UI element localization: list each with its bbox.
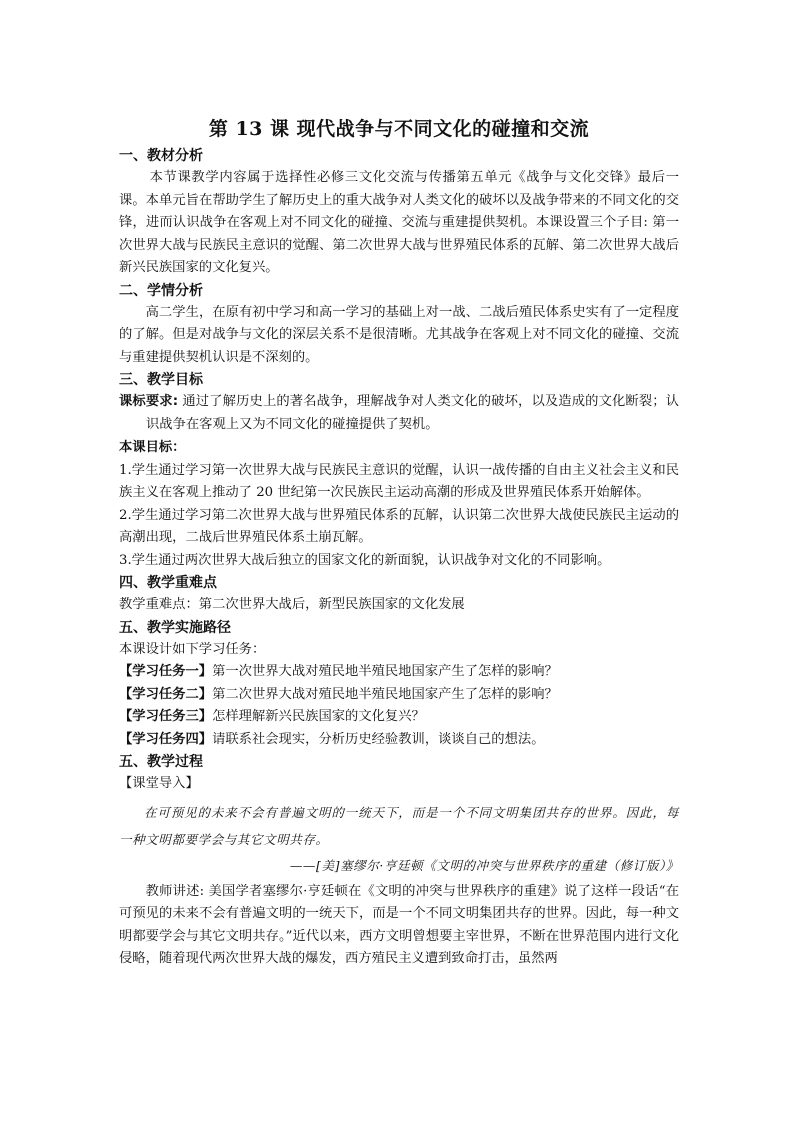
section-heading-textbook-analysis: 一、教材分析 xyxy=(119,148,203,164)
learning-task-text: 请联系社会现实，分析历史经验教训，谈谈自己的想法。 xyxy=(212,731,545,747)
page-title: 第 13 课 现代战争与不同文化的碰撞和交流 xyxy=(208,118,590,140)
learning-task-label: 【学习任务三】 xyxy=(119,709,213,724)
key-points-paragraph: 教学重难点：第二次世界大战后，新型民族国家的文化发展 xyxy=(119,597,465,612)
section-heading-student-analysis: 二、学情分析 xyxy=(119,282,203,299)
section-heading-teaching-goals: 三、教学目标 xyxy=(119,372,203,388)
document-body xyxy=(119,114,679,971)
curriculum-requirement-label: 课标要求: xyxy=(119,394,179,409)
learning-task-text: 怎样理解新兴民族国家的文化复兴？ xyxy=(212,709,425,724)
section-heading-key-points: 四、教学重难点 xyxy=(119,575,217,591)
teacher-narration-paragraph: 教师讲述: 美国学者塞缪尔·亨廷顿在《文明的冲突与世界秩序的重建》说了这样一段话“在可预见的未来不会有普遍文明的一统天下，而是一个不同文明集团共存的世界。因此，每一种文明都要学会与其它文明共存。”近代以来，西方文明曾想要主宰世界，不断在世界范围内进行文化侵略，随着现代两次世界大战的爆发，西方殖民主义遭到致命打击，虽然两 xyxy=(119,883,679,966)
implementation-intro: 本课设计如下学习任务： xyxy=(119,641,266,657)
lesson-goal-item: 1.学生通过学习第一次世界大战与民族民主意识的觉醒，认识一战传播的自由主义社会主义和民族主义在客观上推动了 20 世纪第一次民族民主运动高潮的形成及世界殖民体系开始解体。 xyxy=(119,462,679,500)
class-intro-label: 【课堂导入】 xyxy=(119,776,199,791)
learning-task-text: 第二次世界大战对殖民地半殖民地国家产生了怎样的影响？ xyxy=(212,686,558,702)
learning-task-item xyxy=(119,729,679,752)
lesson-goals-label: 本课目标： xyxy=(119,440,186,455)
curriculum-requirement xyxy=(119,391,679,436)
learning-task-item xyxy=(119,706,679,729)
lesson-goal-item: 2.学生通过学习第二次世界大战与世界殖民体系的瓦解，认识第二次世界大战使民族民主运动的高潮出现，二战后世界殖民体系土崩瓦解。 xyxy=(119,507,679,545)
learning-task-label: 【学习任务一】 xyxy=(119,664,213,679)
quote-source: ——[美]塞缪尔·亨廷顿《文明的冲突与世界秩序的重建（修订版）》 xyxy=(289,857,679,873)
learning-task-label: 【学习任务二】 xyxy=(119,686,213,702)
quote-text: 在可预见的未来不会有普遍文明的一统天下，而是一个不同文明集团共存的世界。因此，每一种文明都要学会与其它文明共存。 xyxy=(119,804,679,847)
learning-task-item xyxy=(119,684,679,707)
student-analysis-paragraph: 高二学生，在原有初中学习和高一学习的基础上对一战、二战后殖民体系史实有了一定程度的了解。但是对战争与文化的深层关系不是很清晰。尤其战争在客观上对不同文化的碰撞、交流与重建提供契机认识是不深刻的。 xyxy=(119,304,679,365)
section-heading-implementation: 五、教学实施路径 xyxy=(119,619,231,636)
learning-task-label: 【学习任务四】 xyxy=(119,731,213,747)
learning-task-text: 第一次世界大战对殖民地半殖民地国家产生了怎样的影响？ xyxy=(212,664,558,679)
lesson-goal-item: 3.学生通过两次世界大战后独立的国家文化的新面貌，认识战争对文化的不同影响。 xyxy=(119,552,611,568)
learning-task-item xyxy=(119,661,679,684)
textbook-analysis-paragraph: 本节课教学内容属于选择性必修三文化交流与传播第五单元《战争与文化交锋》最后一课。本单元旨在帮助学生了解历史上的重大战争对人类文化的破坏以及战争带来的不同文化的交锋，进而认识战争在客观上对不同文化的碰撞、交流与重建提供契机。本课设置三个子目: 第一次世界大战与民族民主意识的觉醒、第二次世界大战与世界殖民体系的瓦解、第二次世界大战后新兴民族国家的文化复兴。 xyxy=(119,170,679,275)
curriculum-requirement-text: 通过了解历史上的著名战争，理解战争对人类文化的破坏，以及造成的文化断裂；认识战争在客观上又为不同文化的碰撞提供了契机。 xyxy=(146,394,679,432)
section-heading-teaching-process: 五、教学过程 xyxy=(119,754,203,770)
